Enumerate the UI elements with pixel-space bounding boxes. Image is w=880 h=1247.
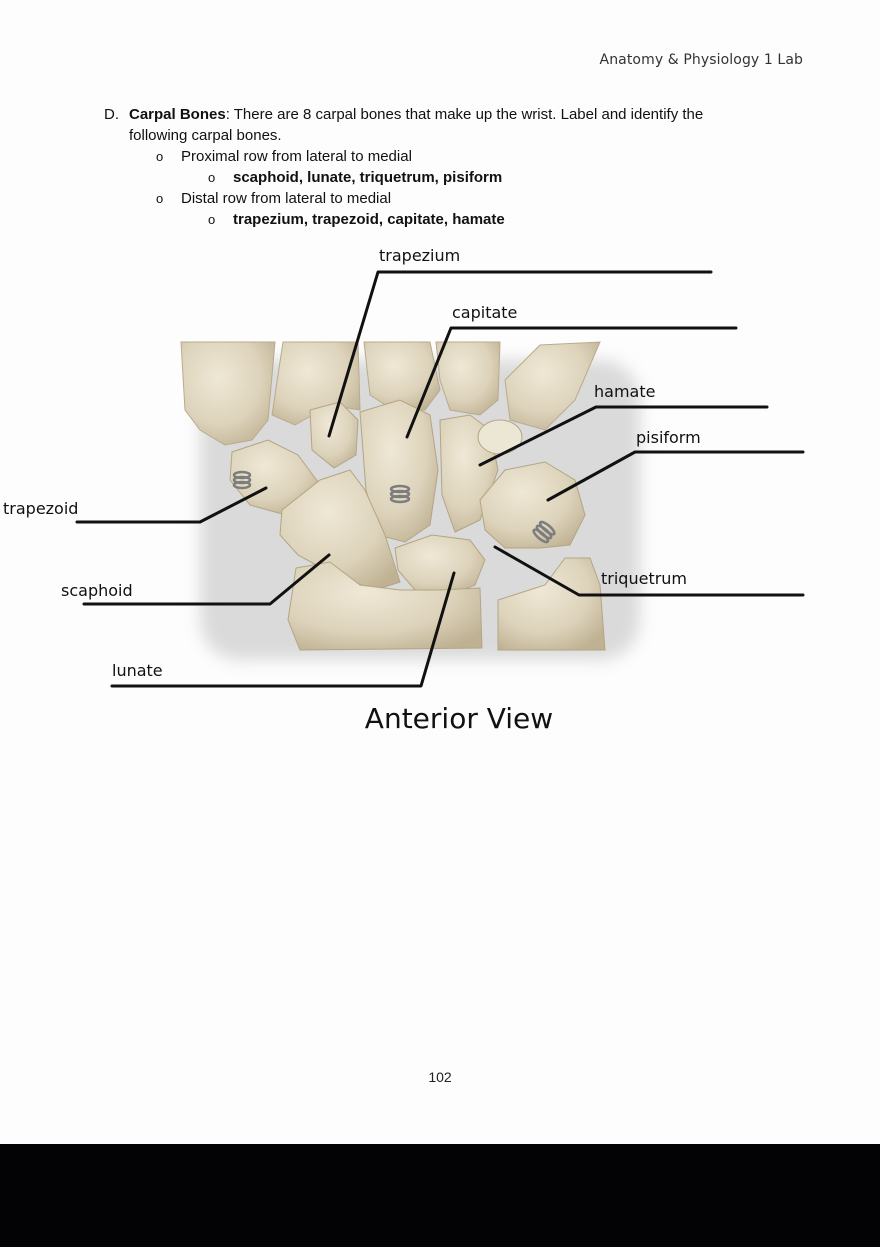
distal-row-bones: trapezium, trapezoid, capitate, hamate	[233, 211, 505, 228]
section-intro	[104, 104, 784, 125]
bullet-icon: o	[208, 170, 216, 185]
label-capitate: capitate	[452, 303, 518, 322]
label-scaphoid: scaphoid	[61, 581, 133, 600]
running-header: Anatomy & Physiology 1 Lab	[599, 52, 803, 68]
wrist-figure	[0, 240, 880, 750]
distal-row-heading: Distal row from lateral to medial	[181, 190, 392, 207]
list-item-distal-heading	[104, 188, 784, 209]
bullet-icon: o	[208, 212, 216, 227]
list-item-proximal-heading	[104, 146, 784, 167]
viewer-background	[0, 1144, 880, 1247]
label-triquetrum: triquetrum	[601, 569, 688, 588]
section-intro-text: : There are 8 carpal bones that make up the wrist. Label and identify the	[225, 106, 704, 123]
label-trapezoid: trapezoid	[3, 499, 79, 518]
section-letter: D.	[104, 106, 119, 123]
page-number: 102	[428, 1069, 452, 1085]
label-lunate: lunate	[112, 661, 163, 680]
label-pisiform: pisiform	[636, 428, 701, 447]
figure-caption: Anterior View	[364, 702, 554, 735]
proximal-row-heading: Proximal row from lateral to medial	[181, 148, 412, 165]
proximal-row-bones: scaphoid, lunate, triquetrum, pisiform	[233, 169, 503, 186]
section-intro-continued: following carpal bones.	[129, 127, 282, 144]
carpal-bones-section	[104, 104, 784, 230]
list-item-distal-bones	[104, 209, 784, 230]
list-item-proximal-bones	[104, 167, 784, 188]
label-hamate: hamate	[594, 382, 656, 401]
bullet-icon: o	[156, 149, 164, 164]
label-trapezium: trapezium	[379, 246, 461, 265]
bullet-icon: o	[156, 191, 164, 206]
section-title: Carpal Bones	[129, 106, 226, 123]
